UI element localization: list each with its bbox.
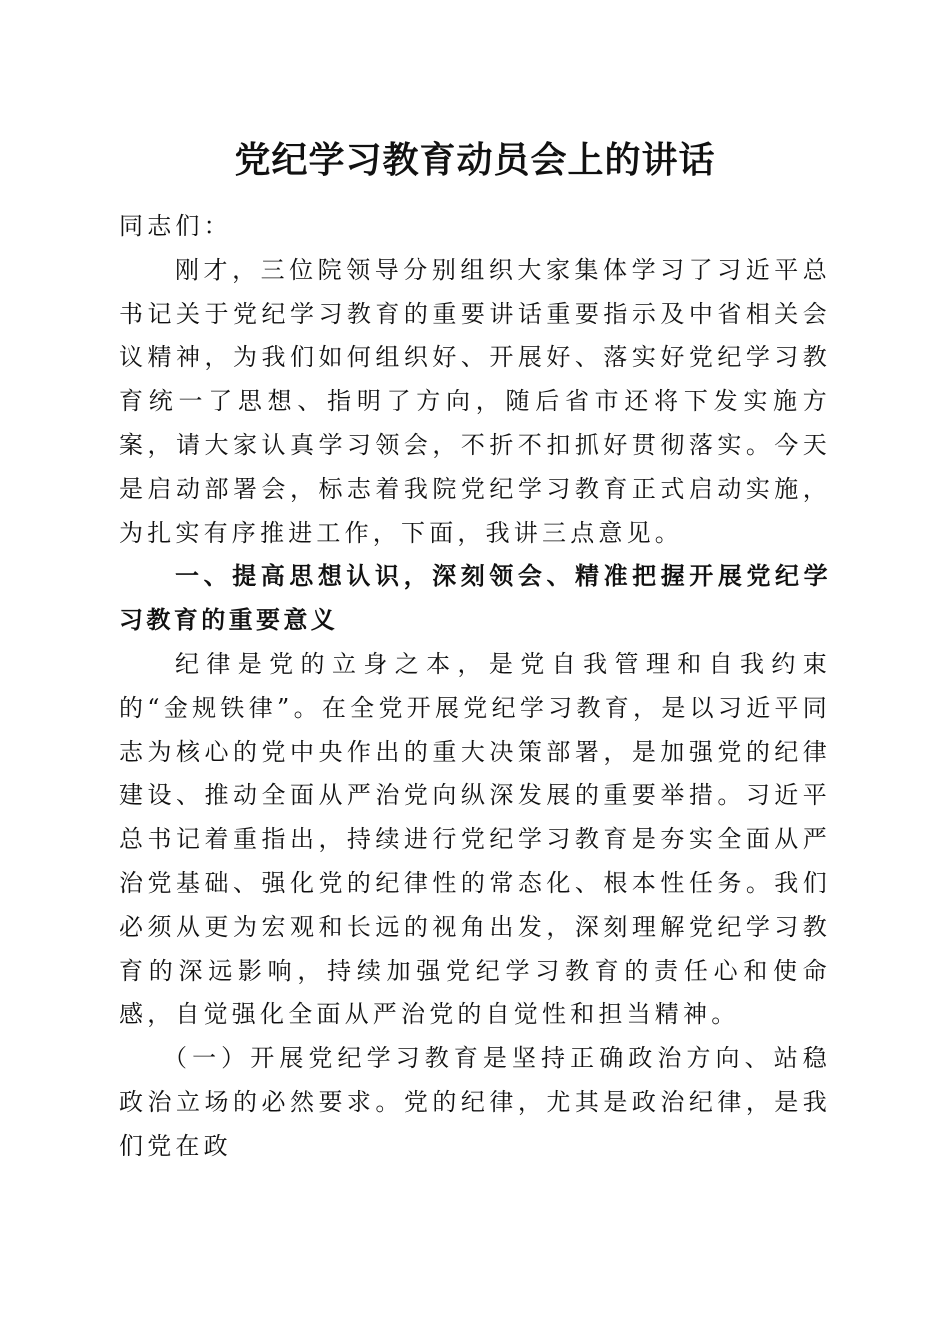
subsection-1 bbox=[119, 1037, 831, 1168]
document-title: 党纪学习教育动员会上的讲话 bbox=[234, 139, 716, 181]
subsection-1-text: 党的纪律，尤其是政治纪律，是我们党在政 bbox=[119, 1087, 832, 1160]
subsection-1-lead: （一）开展党纪学习教育是坚持正确政治方向、站稳政治立场的必然要求。 bbox=[119, 1044, 831, 1116]
paragraph-opening: 刚才，三位院领导分别组织大家集体学习了习近平总书记关于党纪学习教育的重要讲话重要指示及中省相关会议精神，为我们如何组织好、开展好、落实好党纪学习教育统一了思想、指明了方向，随后省市还将下发实施方案，请大家认真学习领会，不折不扣抓好贯彻落实。今天是启动部署会，标志着我院党纪学习教育正式启动实施，为扎实有序推进工作，下面，我讲三点意见。 bbox=[119, 255, 831, 547]
section-heading-1: 一、提高思想认识，深刻领会、精准把握开展党纪学习教育的重要意义 bbox=[119, 562, 831, 635]
paragraph-discipline: 纪律是党的立身之本，是党自我管理和自我约束的“金规铁律”。在全党开展党纪学习教育，是以习近平同志为核心的党中央作出的重大决策部署，是加强党的纪律建设、推动全面从严治党向纵深发展的重要举措。习近平总书记着重指出，持续进行党纪学习教育是夯实全面从严治党基础、强化党的纪律性的常态化、根本性任务。我们必须从更为宏观和长远的视角出发，深刻理解党纪学习教育的深远影响，持续加强党纪学习教育的责任心和使命感，自觉强化全面从严治党的自觉性和担当精神。 bbox=[119, 649, 831, 1029]
document-body bbox=[119, 205, 831, 1169]
salutation: 同志们： bbox=[119, 212, 232, 240]
